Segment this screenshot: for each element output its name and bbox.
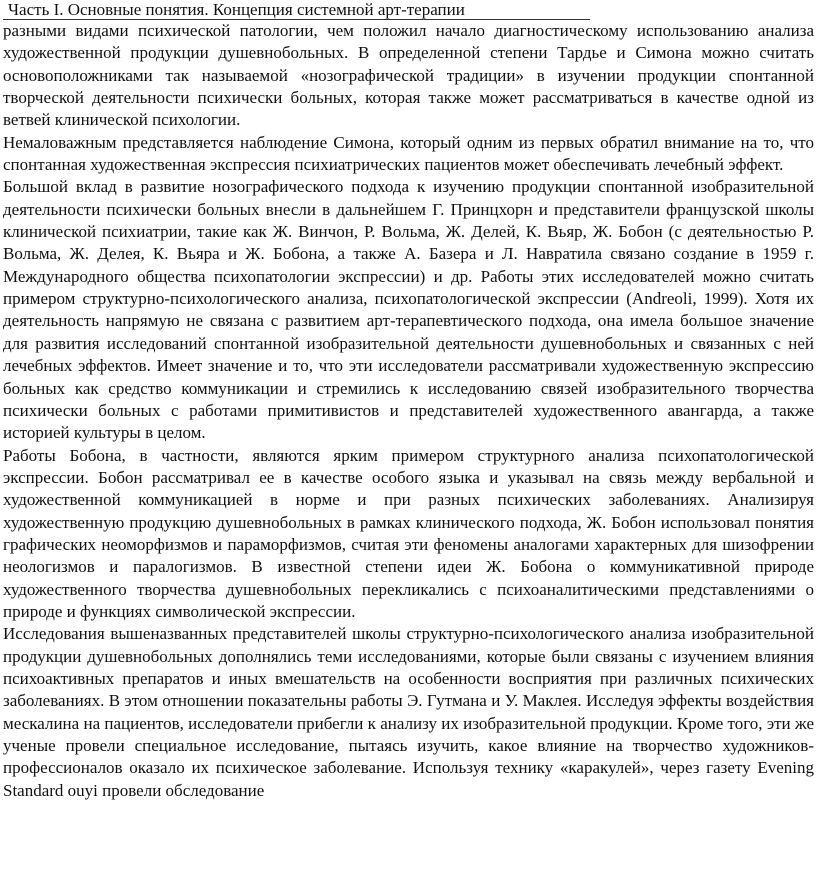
paragraph-4: Работы Бобона, в частности, являются ярким примером структурного анализа психопатологической экспрессии. Бобон рассматривал ее в качестве особого языка и указывал на связь между вербальной и художественной коммуникацией в норме и при разных психических заболеваниях. Анализируя художественную продукцию душевнобольных в рамках клинического подхода, Ж. Бобон использовал понятия графических неоморфизмов и параморфизмов, считая эти феномены аналогами характерных для шизофрении неологизмов и паралогизмов. В известной степени идеи Ж. Бобона о коммуникативной природе художественного творчества душевнобольных перекликались с психоаналитическими представлениями о природе и функциях символической экспрессии. <box>3 445 814 621</box>
paragraph-2: Немаловажным представляется наблюдение Симона, который одним из первых обратил внимание на то, что спонтанная художественная экспрессия психиатрических пациентов может обеспечивать лечебный эффект. <box>3 132 814 175</box>
paragraph-1: разными видами психической патологии, чем положил начало диагностическому использованию анализа художественной продукции душевнобольных. В определенной степени Тардье и Симона можно считать основоположниками так называемой «нозографической традиции» в изучении продукции спонтанной творческой деятельности психически больных, которая также может рассматриваться в качестве одной из ветвей клинической психологии. <box>3 21 814 130</box>
paragraph-5: Исследования вышеназванных представителей школы структурно-психологического анализа изобразительной продукции душевнобольных дополнялись теми исследованиями, которые были связаны с изучением влияния психоактивных препаратов и иных вмешательств на особенности восприятия при различных психических заболеваниях. В этом отношении показательны работы Э. Гутмана и У. Маклея. Исследуя эффекты воздействия мескалина на пациентов, исследователи прибегли к анализу их изобразительной продукции. Кроме того, эти же ученые провели специальное исследование, пытаясь изучить, какое влияние на творчество художников-профессионалов оказало их психическое заболевание. Используя технику «каракулей», через газету Evening Standard ouyi провели обследование <box>3 624 814 800</box>
paragraph-3: Большой вклад в развитие нозографического подхода к изучению продукции спонтанной изобразительной деятельности психически больных внесли в дальнейшем Г. Принцхорн и представители французской школы клинической психиатрии, такие как Ж. Винчон, Р. Вольма, Ж. Делей, К. Вьяр, Ж. Бобон (с деятельностью Р. Вольма, Ж. Делея, К. Вьяра и Ж. Бобона, а также А. Базера и Л. Навратила связано создание в 1959 г. Международного общества психопатологии экспрессии) и др. Работы этих исследователей можно считать примером структурно-психологического анализа, психопатологической экспрессии (Andreoli, 1999). Хотя их деятельность напрямую не связана с развитием арт-терапевтического подхода, она имела большое значение для развития исследований спонтанной изобразительной деятельности душевнобольных и связанных с ней лечебных эффектов. Имеет значение и то, что эти исследователи рассматривали художественную экспрессию больных как средство коммуникации и стремились к исследованию связей изобразительного творчества психически больных с работами примитивистов и представителей художественного авангарда, а также историей культуры в целом. <box>3 177 814 443</box>
running-header: Часть I. Основные понятия. Концепция системной арт-терапии <box>3 0 590 20</box>
body-text <box>3 20 814 802</box>
